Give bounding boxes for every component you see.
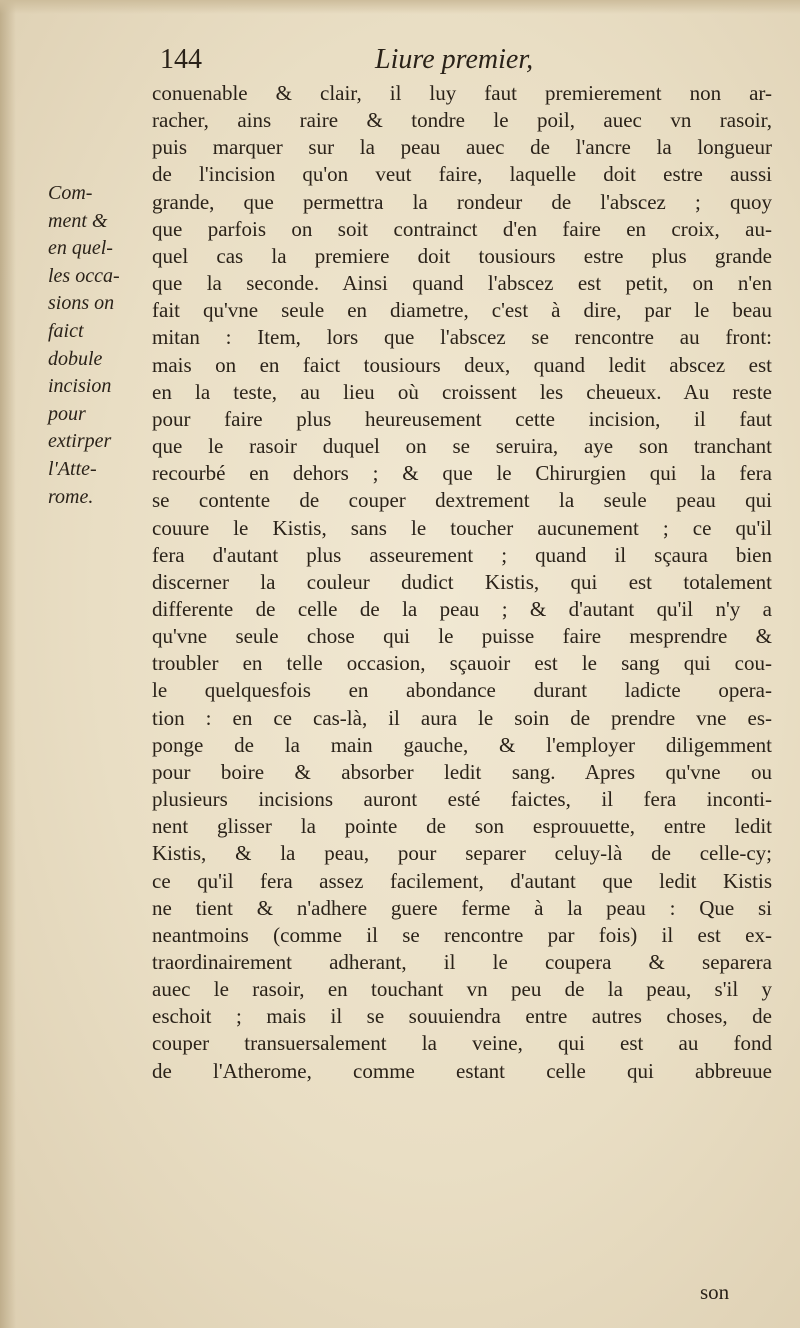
- margin-note-line: ment &: [48, 209, 108, 232]
- text-line: ponge de la main gauche, & l'employer diligemment: [152, 732, 772, 757]
- margin-note-line: dobule: [48, 347, 103, 370]
- margin-note-line: pour: [48, 402, 86, 425]
- page-edge-shadow: [0, 0, 16, 1328]
- text-line: en la teste, au lieu où croissent les cheueux. Au reste: [152, 379, 772, 404]
- margin-note-line: sions on: [48, 292, 115, 315]
- margin-note-line: extirper: [48, 430, 112, 453]
- text-line: discerner la couleur dudict Kistis, qui est totalement: [152, 569, 772, 594]
- text-line: fera d'autant plus asseurement ; quand il sçaura bien: [152, 542, 772, 567]
- text-line: de l'Atherome, comme estant celle qui abbreuue: [152, 1058, 772, 1083]
- text-line: auec le rasoir, en touchant vn peu de la peau, s'il y: [152, 977, 772, 1002]
- text-line: pour faire plus heureusement cette incision, il faut: [152, 406, 772, 431]
- text-line: mitan : Item, lors que l'abscez se rencontre au front:: [152, 325, 772, 350]
- page-header: [160, 44, 590, 84]
- text-line: ce qu'il fera assez facilement, d'autant que ledit Kistis: [152, 868, 772, 893]
- text-line: couure le Kistis, sans le toucher aucunement ; ce qu'il: [152, 515, 772, 540]
- page-number: 144: [160, 44, 202, 75]
- text-line: que parfois on soit contrainct d'en faire en croix, au-: [152, 216, 772, 241]
- text-line: mais on en faict tousiours deux, quand ledit abscez est: [152, 352, 772, 377]
- text-line: neantmoins (comme il se rencontre par fois) il est ex-: [152, 922, 772, 947]
- margin-note: [48, 180, 148, 511]
- text-line: grande, que permettra la rondeur de l'abscez ; quoy: [152, 189, 772, 214]
- text-line: recourbé en dehors ; & que le Chirurgien qui la fera: [152, 461, 772, 486]
- text-line: se contente de couper dextrement la seule peau qui: [152, 488, 772, 513]
- text-line: nent glisser la pointe de son esprouuette, entre ledit: [152, 814, 772, 839]
- text-line: eschoit ; mais il se souuiendra entre autres choses, de: [152, 1004, 772, 1029]
- margin-note-line: faict: [48, 319, 84, 342]
- text-line: conuenable & clair, il luy faut premierement non ar-: [152, 81, 772, 105]
- text-line: puis marquer sur la peau auec de l'ancre la longueur: [152, 135, 772, 160]
- text-line: couper transuersalement la veine, qui est au fond: [152, 1031, 772, 1056]
- running-title: Liure premier,: [375, 44, 534, 75]
- text-line: differente de celle de la peau ; & d'autant qu'il n'y a: [152, 596, 772, 621]
- text-line: traordinairement adherant, il le coupera & separera: [152, 950, 772, 974]
- text-line: tion : en ce cas-là, il aura le soin de prendre vne es-: [152, 705, 772, 730]
- margin-note-line: Com-: [48, 182, 93, 204]
- text-line: Kistis, & la peau, pour separer celuy-là de celle-cy;: [152, 841, 772, 866]
- text-line: fait qu'vne seule en diametre, c'est à dire, par le beau: [152, 298, 772, 323]
- page-top-shadow: [0, 0, 800, 14]
- text-line: troubler en telle occasion, sçauoir est le sang qui cou-: [152, 651, 772, 676]
- text-line: racher, ains raire & tondre le poil, auec vn rasoir,: [152, 108, 772, 133]
- margin-note-line: en quel-: [48, 237, 113, 260]
- body-text: [152, 80, 772, 1085]
- margin-note-line: incision: [48, 375, 112, 398]
- catchword: son: [700, 1280, 730, 1304]
- text-line: ne tient & n'adhere guere ferme à la peau : Que si: [152, 895, 772, 920]
- text-line: le quelquesfois en abondance durant ladicte opera-: [152, 678, 772, 703]
- margin-note-line: l'Atte-: [48, 457, 97, 480]
- text-line: de l'incision qu'on veut faire, laquelle doit estre aussi: [152, 162, 772, 187]
- margin-note-line: rome.: [48, 485, 94, 508]
- margin-note-line: les occa-: [48, 264, 120, 287]
- text-line: plusieurs incisions auront esté faictes, il fera inconti-: [152, 787, 772, 812]
- text-line: que la seconde. Ainsi quand l'abscez est petit, on n'en: [152, 271, 772, 296]
- text-line: quel cas la premiere doit tousiours estre plus grande: [152, 243, 772, 268]
- text-line: qu'vne seule chose qui le puisse faire mesprendre &: [152, 624, 772, 649]
- text-line: pour boire & absorber ledit sang. Apres qu'vne ou: [152, 759, 772, 784]
- text-line: que le rasoir duquel on se seruira, aye son tranchant: [152, 434, 772, 459]
